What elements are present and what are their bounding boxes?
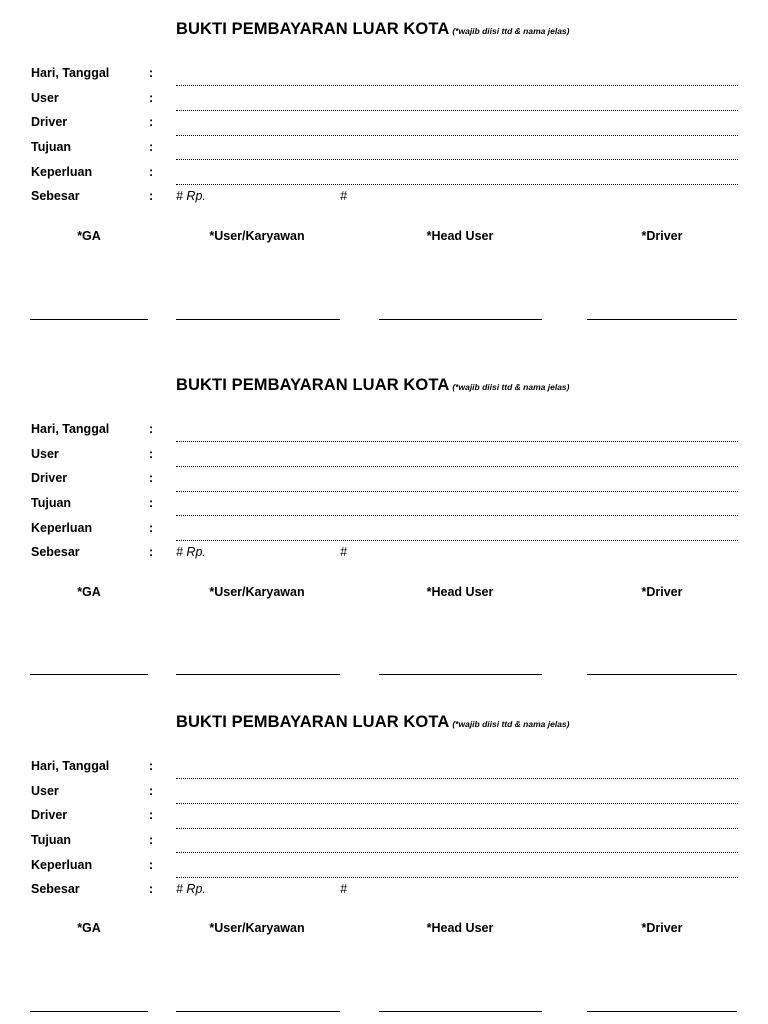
- signature-line-driver[interactable]: [587, 319, 737, 320]
- signature-label-user-karyawan: *User/Karyawan: [209, 921, 305, 935]
- field-label-user: User: [31, 784, 59, 798]
- amount-suffix: #: [340, 545, 347, 559]
- field-colon: :: [149, 189, 154, 203]
- signature-label-driver: *Driver: [641, 229, 683, 243]
- field-colon: :: [149, 66, 154, 80]
- signature-line-ga[interactable]: [30, 319, 148, 320]
- form-title: BUKTI PEMBAYARAN LUAR KOTA: [176, 713, 450, 731]
- field-label-hari-tanggal: Hari, Tanggal: [31, 66, 110, 80]
- signature-line-head-user[interactable]: [379, 1011, 542, 1012]
- signature-line-user-karyawan[interactable]: [176, 674, 340, 675]
- field-colon: :: [149, 165, 154, 179]
- field-colon: :: [149, 422, 154, 436]
- field-line-hari-tanggal[interactable]: [176, 778, 738, 779]
- field-label-sebesar: Sebesar: [31, 189, 80, 203]
- form-note: (*wajib diisi ttd & nama jelas): [452, 382, 570, 392]
- signature-line-driver[interactable]: [587, 674, 737, 675]
- field-line-hari-tanggal[interactable]: [176, 85, 738, 86]
- field-colon: :: [149, 496, 154, 510]
- field-colon: :: [149, 759, 154, 773]
- signature-line-head-user[interactable]: [379, 674, 542, 675]
- field-colon: :: [149, 808, 154, 822]
- form-heading: [176, 374, 569, 398]
- field-label-hari-tanggal: Hari, Tanggal: [31, 422, 110, 436]
- field-line-tujuan[interactable]: [176, 515, 738, 516]
- field-colon: :: [149, 471, 154, 485]
- signature-label-driver: *Driver: [641, 921, 683, 935]
- signature-line-ga[interactable]: [30, 674, 148, 675]
- signature-label-head-user: *Head User: [426, 921, 494, 935]
- form-heading: [176, 18, 569, 42]
- field-line-tujuan[interactable]: [176, 159, 738, 160]
- amount-prefix[interactable]: # Rp.: [176, 189, 206, 203]
- field-label-tujuan: Tujuan: [31, 833, 72, 847]
- field-colon: :: [149, 140, 154, 154]
- payment-form-2: [0, 374, 768, 694]
- signature-label-ga: *GA: [77, 921, 101, 935]
- payment-form-1: [0, 18, 768, 338]
- field-colon: :: [149, 858, 154, 872]
- amount-suffix: #: [340, 189, 347, 203]
- field-label-driver: Driver: [31, 115, 68, 129]
- signature-label-driver: *Driver: [641, 585, 683, 599]
- field-label-driver: Driver: [31, 471, 68, 485]
- field-line-driver[interactable]: [176, 491, 738, 492]
- field-line-driver[interactable]: [176, 828, 738, 829]
- form-heading: [176, 711, 569, 735]
- signature-label-user-karyawan: *User/Karyawan: [209, 585, 305, 599]
- field-line-user[interactable]: [176, 803, 738, 804]
- field-colon: :: [149, 784, 154, 798]
- field-colon: :: [149, 833, 154, 847]
- field-line-hari-tanggal[interactable]: [176, 441, 738, 442]
- form-note: (*wajib diisi ttd & nama jelas): [452, 719, 570, 729]
- field-colon: :: [149, 447, 154, 461]
- field-line-keperluan[interactable]: [176, 540, 738, 541]
- form-note: (*wajib diisi ttd & nama jelas): [452, 26, 570, 36]
- field-label-user: User: [31, 91, 59, 105]
- field-colon: :: [149, 115, 154, 129]
- form-title: BUKTI PEMBAYARAN LUAR KOTA: [176, 20, 450, 38]
- field-label-driver: Driver: [31, 808, 68, 822]
- field-label-keperluan: Keperluan: [31, 858, 93, 872]
- field-colon: :: [149, 91, 154, 105]
- field-colon: :: [149, 521, 154, 535]
- field-label-sebesar: Sebesar: [31, 545, 80, 559]
- field-line-keperluan[interactable]: [176, 877, 738, 878]
- field-line-user[interactable]: [176, 466, 738, 467]
- signature-label-user-karyawan: *User/Karyawan: [209, 229, 305, 243]
- signature-label-head-user: *Head User: [426, 585, 494, 599]
- amount-prefix[interactable]: # Rp.: [176, 545, 206, 559]
- field-line-driver[interactable]: [176, 135, 738, 136]
- signature-line-ga[interactable]: [30, 1011, 148, 1012]
- form-title: BUKTI PEMBAYARAN LUAR KOTA: [176, 376, 450, 394]
- signature-label-ga: *GA: [77, 229, 101, 243]
- field-label-user: User: [31, 447, 59, 461]
- field-label-keperluan: Keperluan: [31, 521, 93, 535]
- field-line-keperluan[interactable]: [176, 184, 738, 185]
- signature-line-user-karyawan[interactable]: [176, 319, 340, 320]
- amount-suffix: #: [340, 882, 347, 896]
- signature-label-ga: *GA: [77, 585, 101, 599]
- signature-line-user-karyawan[interactable]: [176, 1011, 340, 1012]
- field-line-tujuan[interactable]: [176, 852, 738, 853]
- field-label-tujuan: Tujuan: [31, 140, 72, 154]
- field-colon: :: [149, 882, 154, 896]
- field-label-hari-tanggal: Hari, Tanggal: [31, 759, 110, 773]
- amount-prefix[interactable]: # Rp.: [176, 882, 206, 896]
- field-label-tujuan: Tujuan: [31, 496, 72, 510]
- signature-line-head-user[interactable]: [379, 319, 542, 320]
- field-line-user[interactable]: [176, 110, 738, 111]
- payment-form-3: [0, 711, 768, 1024]
- signature-line-driver[interactable]: [587, 1011, 737, 1012]
- field-label-keperluan: Keperluan: [31, 165, 93, 179]
- field-label-sebesar: Sebesar: [31, 882, 80, 896]
- signature-label-head-user: *Head User: [426, 229, 494, 243]
- field-colon: :: [149, 545, 154, 559]
